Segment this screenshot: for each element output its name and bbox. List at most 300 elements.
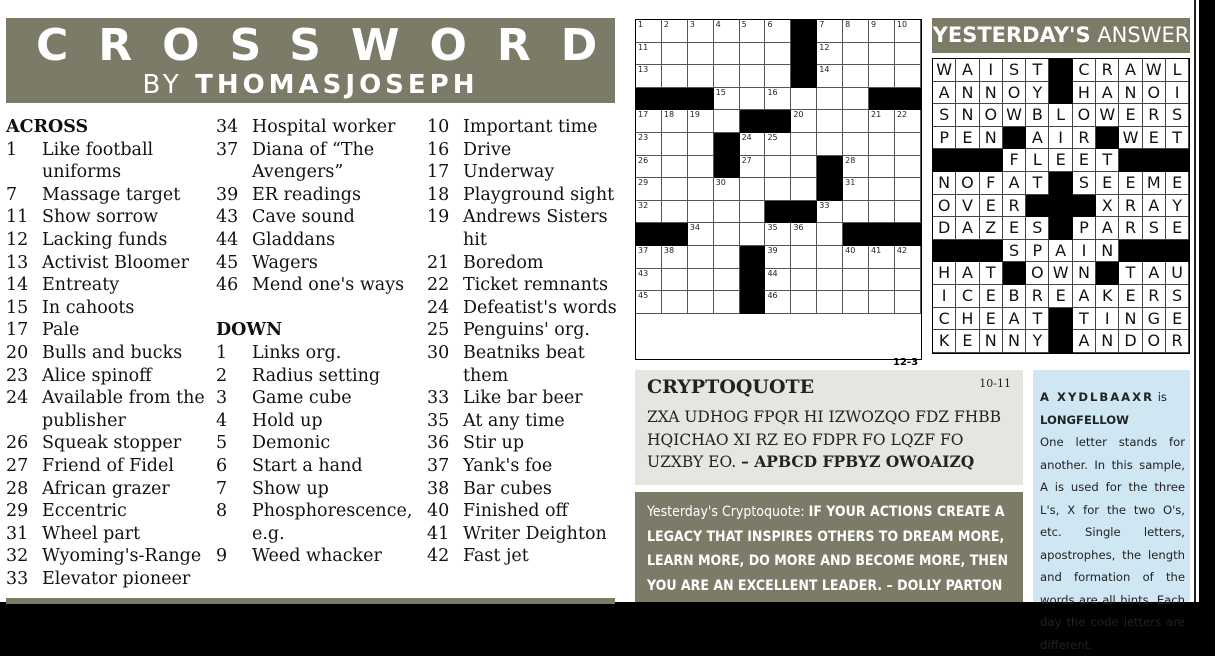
grid-square[interactable] — [791, 178, 817, 201]
clue-item — [427, 523, 617, 546]
yq-quote: IF YOUR ACTIONS CREATE A LEGACY THAT INSPIRES OTHERS TO DREAM MORE, LEARN MORE, DO MORE AND BECOME MORE, THEN YOU ARE AN EXCELLENT LEADER. – DOLLY PARTON — [647, 504, 1008, 594]
grid-square[interactable] — [869, 110, 895, 133]
grid-square[interactable] — [817, 20, 843, 43]
answer-letter: I — [1049, 127, 1072, 150]
clue-item — [6, 387, 212, 432]
grid-square[interactable] — [869, 178, 895, 201]
clue-text: Penguins' org. — [463, 320, 590, 341]
down-clue-list-cont — [427, 116, 617, 568]
answer-letter: S — [1003, 240, 1026, 263]
grid-square[interactable] — [765, 246, 791, 269]
clue-number: 17 — [6, 320, 29, 341]
grid-square[interactable] — [714, 20, 740, 43]
answer-letter: N — [1096, 240, 1119, 263]
grid-square[interactable] — [791, 291, 817, 314]
answer-letter: S — [1166, 104, 1189, 127]
answer-letter: E — [1049, 149, 1072, 172]
clue-number: 3 — [216, 388, 228, 409]
grid-square[interactable] — [688, 178, 714, 201]
grid-square[interactable] — [817, 43, 843, 66]
answer-letter: N — [980, 127, 1003, 150]
grid-number: 39 — [767, 245, 778, 255]
grid-square[interactable] — [714, 201, 740, 224]
answer-letter: S — [1026, 217, 1049, 240]
grid-square[interactable] — [869, 269, 895, 292]
grid-number: 31 — [845, 178, 856, 188]
clue-number: 25 — [427, 320, 450, 341]
grid-square[interactable] — [662, 20, 688, 43]
grid-number: 36 — [793, 223, 804, 233]
grid-number: 27 — [741, 155, 752, 165]
grid-number: 18 — [663, 110, 675, 120]
grid-square[interactable] — [688, 43, 714, 66]
answer-letter: E — [1166, 172, 1189, 195]
clue-text: Boredom — [463, 252, 544, 273]
grid-square[interactable] — [843, 178, 869, 201]
grid-square[interactable] — [688, 133, 714, 156]
clue-number: 20 — [6, 342, 29, 363]
grid-square[interactable] — [869, 133, 895, 156]
yesterday-answer-grid — [932, 58, 1190, 354]
grid-square[interactable] — [843, 246, 869, 269]
clue-number: 19 — [427, 207, 450, 228]
grid-square[interactable] — [843, 43, 869, 66]
answer-letter: E — [1096, 172, 1119, 195]
clue-number: 26 — [6, 433, 29, 454]
scan-edge — [1199, 0, 1215, 631]
grid-square[interactable] — [636, 201, 662, 224]
grid-square[interactable] — [817, 201, 843, 224]
grid-square[interactable] — [895, 156, 921, 179]
clue-number: 42 — [427, 546, 450, 567]
clue-text: Beatniks beat them — [463, 342, 585, 386]
grid-square[interactable] — [895, 20, 921, 43]
answer-letter: N — [1096, 330, 1119, 353]
answer-letter: B — [1003, 285, 1026, 308]
answer-letter: S — [933, 104, 956, 127]
grid-number: 46 — [767, 291, 778, 301]
answer-letter: P — [1073, 217, 1096, 240]
answer-letter: S — [1143, 217, 1166, 240]
clue-item — [216, 500, 426, 545]
grid-square[interactable] — [843, 65, 869, 88]
answer-letter: W — [1143, 59, 1166, 82]
grid-number: 29 — [638, 178, 649, 188]
clue-text: Diana of “The Avengers” — [252, 139, 375, 183]
grid-square[interactable] — [714, 246, 740, 269]
clue-item — [216, 410, 426, 433]
grid-block — [895, 223, 921, 246]
clue-text: Show up — [252, 478, 329, 499]
clue-text: Gladdans — [252, 229, 336, 250]
grid-block — [817, 178, 843, 201]
grid-square[interactable] — [817, 65, 843, 88]
grid-square[interactable] — [714, 43, 740, 66]
grid-square[interactable] — [843, 133, 869, 156]
clue-number: 24 — [6, 388, 29, 409]
grid-square[interactable] — [869, 20, 895, 43]
grid-square[interactable] — [869, 43, 895, 66]
grid-square[interactable] — [817, 110, 843, 133]
grid-square[interactable] — [817, 223, 843, 246]
grid-block — [895, 88, 921, 111]
clue-number: 5 — [216, 433, 228, 454]
grid-square[interactable] — [662, 43, 688, 66]
grid-number: 14 — [819, 65, 830, 75]
clue-text: Massage target — [42, 184, 181, 205]
answer-block — [1143, 149, 1166, 172]
clue-item — [216, 274, 426, 297]
answer-block — [1143, 240, 1166, 263]
grid-square[interactable] — [843, 269, 869, 292]
clue-number: 43 — [216, 207, 239, 228]
grid-number: 37 — [638, 245, 649, 255]
answer-block — [933, 149, 956, 172]
clue-number: 16 — [427, 139, 450, 160]
clue-text: Hold up — [252, 410, 323, 431]
grid-square[interactable] — [688, 246, 714, 269]
grid-square[interactable] — [714, 110, 740, 133]
grid-square[interactable] — [688, 156, 714, 179]
clue-item — [216, 455, 426, 478]
clue-number: 33 — [427, 388, 450, 409]
answer-letter: L — [1166, 59, 1189, 82]
byline-by: BY — [142, 70, 183, 100]
grid-block — [714, 133, 740, 156]
grid-square[interactable] — [714, 88, 740, 111]
grid-square[interactable] — [740, 178, 766, 201]
clue-text: Writer Deighton — [463, 523, 607, 544]
answer-block — [1049, 195, 1072, 218]
hint-is: is — [1154, 390, 1167, 404]
grid-square[interactable] — [636, 20, 662, 43]
grid-square[interactable] — [895, 133, 921, 156]
clue-number: 7 — [6, 184, 18, 205]
answer-letter: E — [980, 195, 1003, 218]
clue-item — [6, 432, 212, 455]
clue-item — [6, 184, 212, 207]
grid-square[interactable] — [895, 43, 921, 66]
clue-item — [6, 500, 212, 523]
clue-item — [6, 342, 212, 365]
answer-letter: C — [956, 285, 979, 308]
grid-square[interactable] — [895, 178, 921, 201]
grid-square[interactable] — [740, 201, 766, 224]
grid-number: 34 — [689, 223, 700, 233]
clue-text: Wheel part — [42, 523, 141, 544]
grid-square[interactable] — [791, 110, 817, 133]
hint-explanation: One letter stands for another. In this sample, A is used for the three L's, X for the two O's, etc. Single letters, apostrophes, the length and formation of the words are all hints. Each day the code letters are different. — [1040, 435, 1185, 652]
grid-block — [662, 223, 688, 246]
grid-square[interactable] — [817, 88, 843, 111]
clue-text: Yank's foe — [463, 455, 553, 476]
grid-square[interactable] — [740, 88, 766, 111]
grid-square[interactable] — [791, 246, 817, 269]
clue-item — [216, 545, 426, 568]
grid-square[interactable] — [688, 269, 714, 292]
grid-number: 24 — [741, 132, 752, 142]
grid-number: 3 — [689, 20, 695, 29]
grid-square[interactable] — [843, 291, 869, 314]
grid-square[interactable] — [895, 246, 921, 269]
answer-block — [1049, 172, 1072, 195]
grid-square[interactable] — [636, 156, 662, 179]
clue-text: Squeak stopper — [42, 433, 182, 454]
answer-letter: H — [956, 308, 979, 331]
across-clue-list — [6, 139, 212, 591]
grid-square[interactable] — [714, 223, 740, 246]
clue-text: At any time — [463, 410, 565, 431]
clue-item — [427, 116, 617, 139]
grid-square[interactable] — [688, 223, 714, 246]
grid-block — [765, 201, 791, 224]
answer-letter: A — [1143, 195, 1166, 218]
grid-number: 44 — [767, 268, 778, 278]
clue-text: Entreaty — [42, 275, 120, 296]
grid-square[interactable] — [791, 223, 817, 246]
answer-letter: R — [1143, 285, 1166, 308]
clue-item — [427, 252, 617, 275]
grid-square[interactable] — [869, 201, 895, 224]
grid-square[interactable] — [636, 65, 662, 88]
grid-square[interactable] — [740, 156, 766, 179]
answer-letter: W — [933, 59, 956, 82]
grid-square[interactable] — [740, 20, 766, 43]
answer-letter: P — [933, 127, 956, 150]
grid-square[interactable] — [740, 133, 766, 156]
clue-text: Like football uniforms — [42, 139, 154, 183]
answer-letter: E — [1119, 285, 1142, 308]
grid-number: 23 — [638, 132, 649, 142]
grid-square[interactable] — [688, 201, 714, 224]
grid-square[interactable] — [662, 269, 688, 292]
clue-item — [427, 455, 617, 478]
answer-letter: D — [933, 217, 956, 240]
grid-square[interactable] — [765, 269, 791, 292]
answer-letter: E — [1166, 308, 1189, 331]
grid-square[interactable] — [688, 291, 714, 314]
grid-square[interactable] — [765, 156, 791, 179]
grid-block — [843, 223, 869, 246]
clue-text: Mend one's ways — [252, 275, 405, 296]
answer-letter: R — [1026, 285, 1049, 308]
grid-number: 5 — [741, 20, 747, 29]
grid-square[interactable] — [791, 133, 817, 156]
answer-letter: L — [1049, 104, 1072, 127]
grid-square[interactable] — [714, 269, 740, 292]
cryptoquote-hint-box — [1033, 370, 1190, 652]
grid-square[interactable] — [791, 269, 817, 292]
clue-number: 40 — [427, 501, 450, 522]
grid-square[interactable] — [636, 133, 662, 156]
answer-letter: A — [1073, 330, 1096, 353]
answer-letter: A — [1073, 285, 1096, 308]
grid-square[interactable] — [662, 246, 688, 269]
grid-square[interactable] — [817, 133, 843, 156]
grid-square[interactable] — [869, 291, 895, 314]
grid-square[interactable] — [636, 43, 662, 66]
grid-square[interactable] — [817, 246, 843, 269]
answer-letter: O — [1026, 262, 1049, 285]
clue-number: 1 — [6, 139, 18, 160]
grid-square[interactable] — [636, 269, 662, 292]
answer-letter: E — [1119, 104, 1142, 127]
grid-square[interactable] — [895, 65, 921, 88]
grid-block — [817, 156, 843, 179]
grid-square[interactable] — [843, 110, 869, 133]
grid-square[interactable] — [636, 291, 662, 314]
grid-square[interactable] — [817, 291, 843, 314]
answer-letter: N — [933, 172, 956, 195]
grid-square[interactable] — [869, 246, 895, 269]
byline-author: THOMASJOSEPH — [195, 70, 479, 100]
clue-item — [427, 500, 617, 523]
grid-square[interactable] — [843, 156, 869, 179]
grid-square[interactable] — [688, 65, 714, 88]
grid-square[interactable] — [843, 201, 869, 224]
answer-block — [956, 240, 979, 263]
answer-letter: S — [1073, 172, 1096, 195]
grid-square[interactable] — [714, 291, 740, 314]
grid-square[interactable] — [714, 178, 740, 201]
grid-square[interactable] — [791, 156, 817, 179]
grid-block — [714, 156, 740, 179]
clue-item — [427, 432, 617, 455]
clue-item — [6, 252, 212, 275]
grid-square[interactable] — [688, 20, 714, 43]
clue-number: 24 — [427, 297, 450, 318]
answer-block — [1119, 240, 1142, 263]
grid-square[interactable] — [895, 201, 921, 224]
clue-text: Bar cubes — [463, 478, 552, 499]
clue-number: 2 — [216, 365, 228, 386]
clue-text: Like bar beer — [463, 388, 583, 409]
grid-square[interactable] — [662, 178, 688, 201]
grid-number: 42 — [896, 245, 908, 255]
grid-square[interactable] — [869, 156, 895, 179]
answer-letter: A — [1049, 240, 1072, 263]
grid-block — [765, 110, 791, 133]
clue-number: 4 — [216, 410, 228, 431]
grid-square[interactable] — [688, 110, 714, 133]
answer-letter: D — [1119, 330, 1142, 353]
clue-item — [427, 342, 617, 387]
grid-square[interactable] — [765, 43, 791, 66]
grid-square[interactable] — [765, 223, 791, 246]
answer-letter: O — [1143, 82, 1166, 105]
grid-square[interactable] — [662, 133, 688, 156]
grid-number: 9 — [871, 20, 877, 29]
clue-item — [427, 545, 617, 568]
grid-square[interactable] — [765, 88, 791, 111]
clue-number: 12 — [6, 229, 29, 250]
grid-square[interactable] — [636, 110, 662, 133]
across-heading: ACROSS — [6, 117, 89, 137]
grid-number: 33 — [819, 200, 830, 210]
grid-number: 22 — [896, 110, 908, 120]
column-divider — [1194, 0, 1196, 602]
grid-square[interactable] — [895, 291, 921, 314]
grid-square[interactable] — [817, 269, 843, 292]
grid-square[interactable] — [662, 291, 688, 314]
clue-item — [6, 297, 212, 320]
grid-number: 13 — [638, 65, 649, 75]
clue-item — [216, 184, 426, 207]
grid-square[interactable] — [765, 178, 791, 201]
crossword-byline — [6, 70, 615, 100]
grid-square[interactable] — [740, 43, 766, 66]
clue-number: 29 — [6, 501, 29, 522]
down-heading: DOWN — [216, 320, 283, 341]
grid-number: 32 — [638, 200, 649, 210]
clue-item — [427, 410, 617, 433]
grid-square[interactable] — [765, 65, 791, 88]
grid-square[interactable] — [895, 110, 921, 133]
clue-number: 11 — [6, 207, 29, 228]
grid-number: 17 — [638, 110, 649, 120]
grid-number: 41 — [871, 245, 882, 255]
answer-block — [1096, 127, 1119, 150]
grid-square[interactable] — [765, 133, 791, 156]
clue-item — [6, 568, 212, 591]
grid-square[interactable] — [843, 88, 869, 111]
grid-square[interactable] — [662, 156, 688, 179]
answer-letter: T — [1026, 59, 1049, 82]
answer-letter: I — [1073, 240, 1096, 263]
clue-item — [216, 229, 426, 252]
grid-square[interactable] — [636, 246, 662, 269]
grid-square[interactable] — [714, 65, 740, 88]
clue-text: Cave sound — [252, 207, 355, 228]
grid-square[interactable] — [765, 291, 791, 314]
clue-item — [427, 297, 617, 320]
grid-square[interactable] — [765, 20, 791, 43]
grid-number: 15 — [715, 87, 726, 97]
clue-number: 8 — [216, 501, 228, 522]
grid-block — [662, 88, 688, 111]
grid-number: 40 — [845, 245, 856, 255]
grid-square[interactable] — [895, 269, 921, 292]
answer-letter: S — [1166, 285, 1189, 308]
grid-square[interactable] — [662, 201, 688, 224]
clue-text: Links org. — [252, 342, 342, 363]
answer-block — [1049, 330, 1072, 353]
clue-number: 13 — [6, 252, 29, 273]
grid-square[interactable] — [791, 88, 817, 111]
answer-letter: K — [1096, 285, 1119, 308]
answer-letter: W — [1096, 104, 1119, 127]
answer-block — [933, 240, 956, 263]
hint-code: A XYDLBAAXR — [1040, 390, 1155, 404]
answer-block — [1003, 262, 1026, 285]
answer-letter: W — [1049, 262, 1072, 285]
grid-square[interactable] — [740, 65, 766, 88]
answer-letter: W — [1119, 127, 1142, 150]
grid-square[interactable] — [662, 110, 688, 133]
crossword-date: 12-3 — [893, 357, 919, 368]
clue-column-1 — [6, 116, 212, 590]
grid-square[interactable] — [740, 223, 766, 246]
grid-square[interactable] — [662, 65, 688, 88]
grid-square[interactable] — [636, 178, 662, 201]
answer-letter: R — [1119, 195, 1142, 218]
clue-text: Lacking funds — [42, 229, 168, 250]
grid-square[interactable] — [843, 20, 869, 43]
grid-square[interactable] — [869, 65, 895, 88]
clue-number: 31 — [6, 523, 29, 544]
clue-item — [216, 365, 426, 388]
grid-number: 43 — [638, 268, 649, 278]
